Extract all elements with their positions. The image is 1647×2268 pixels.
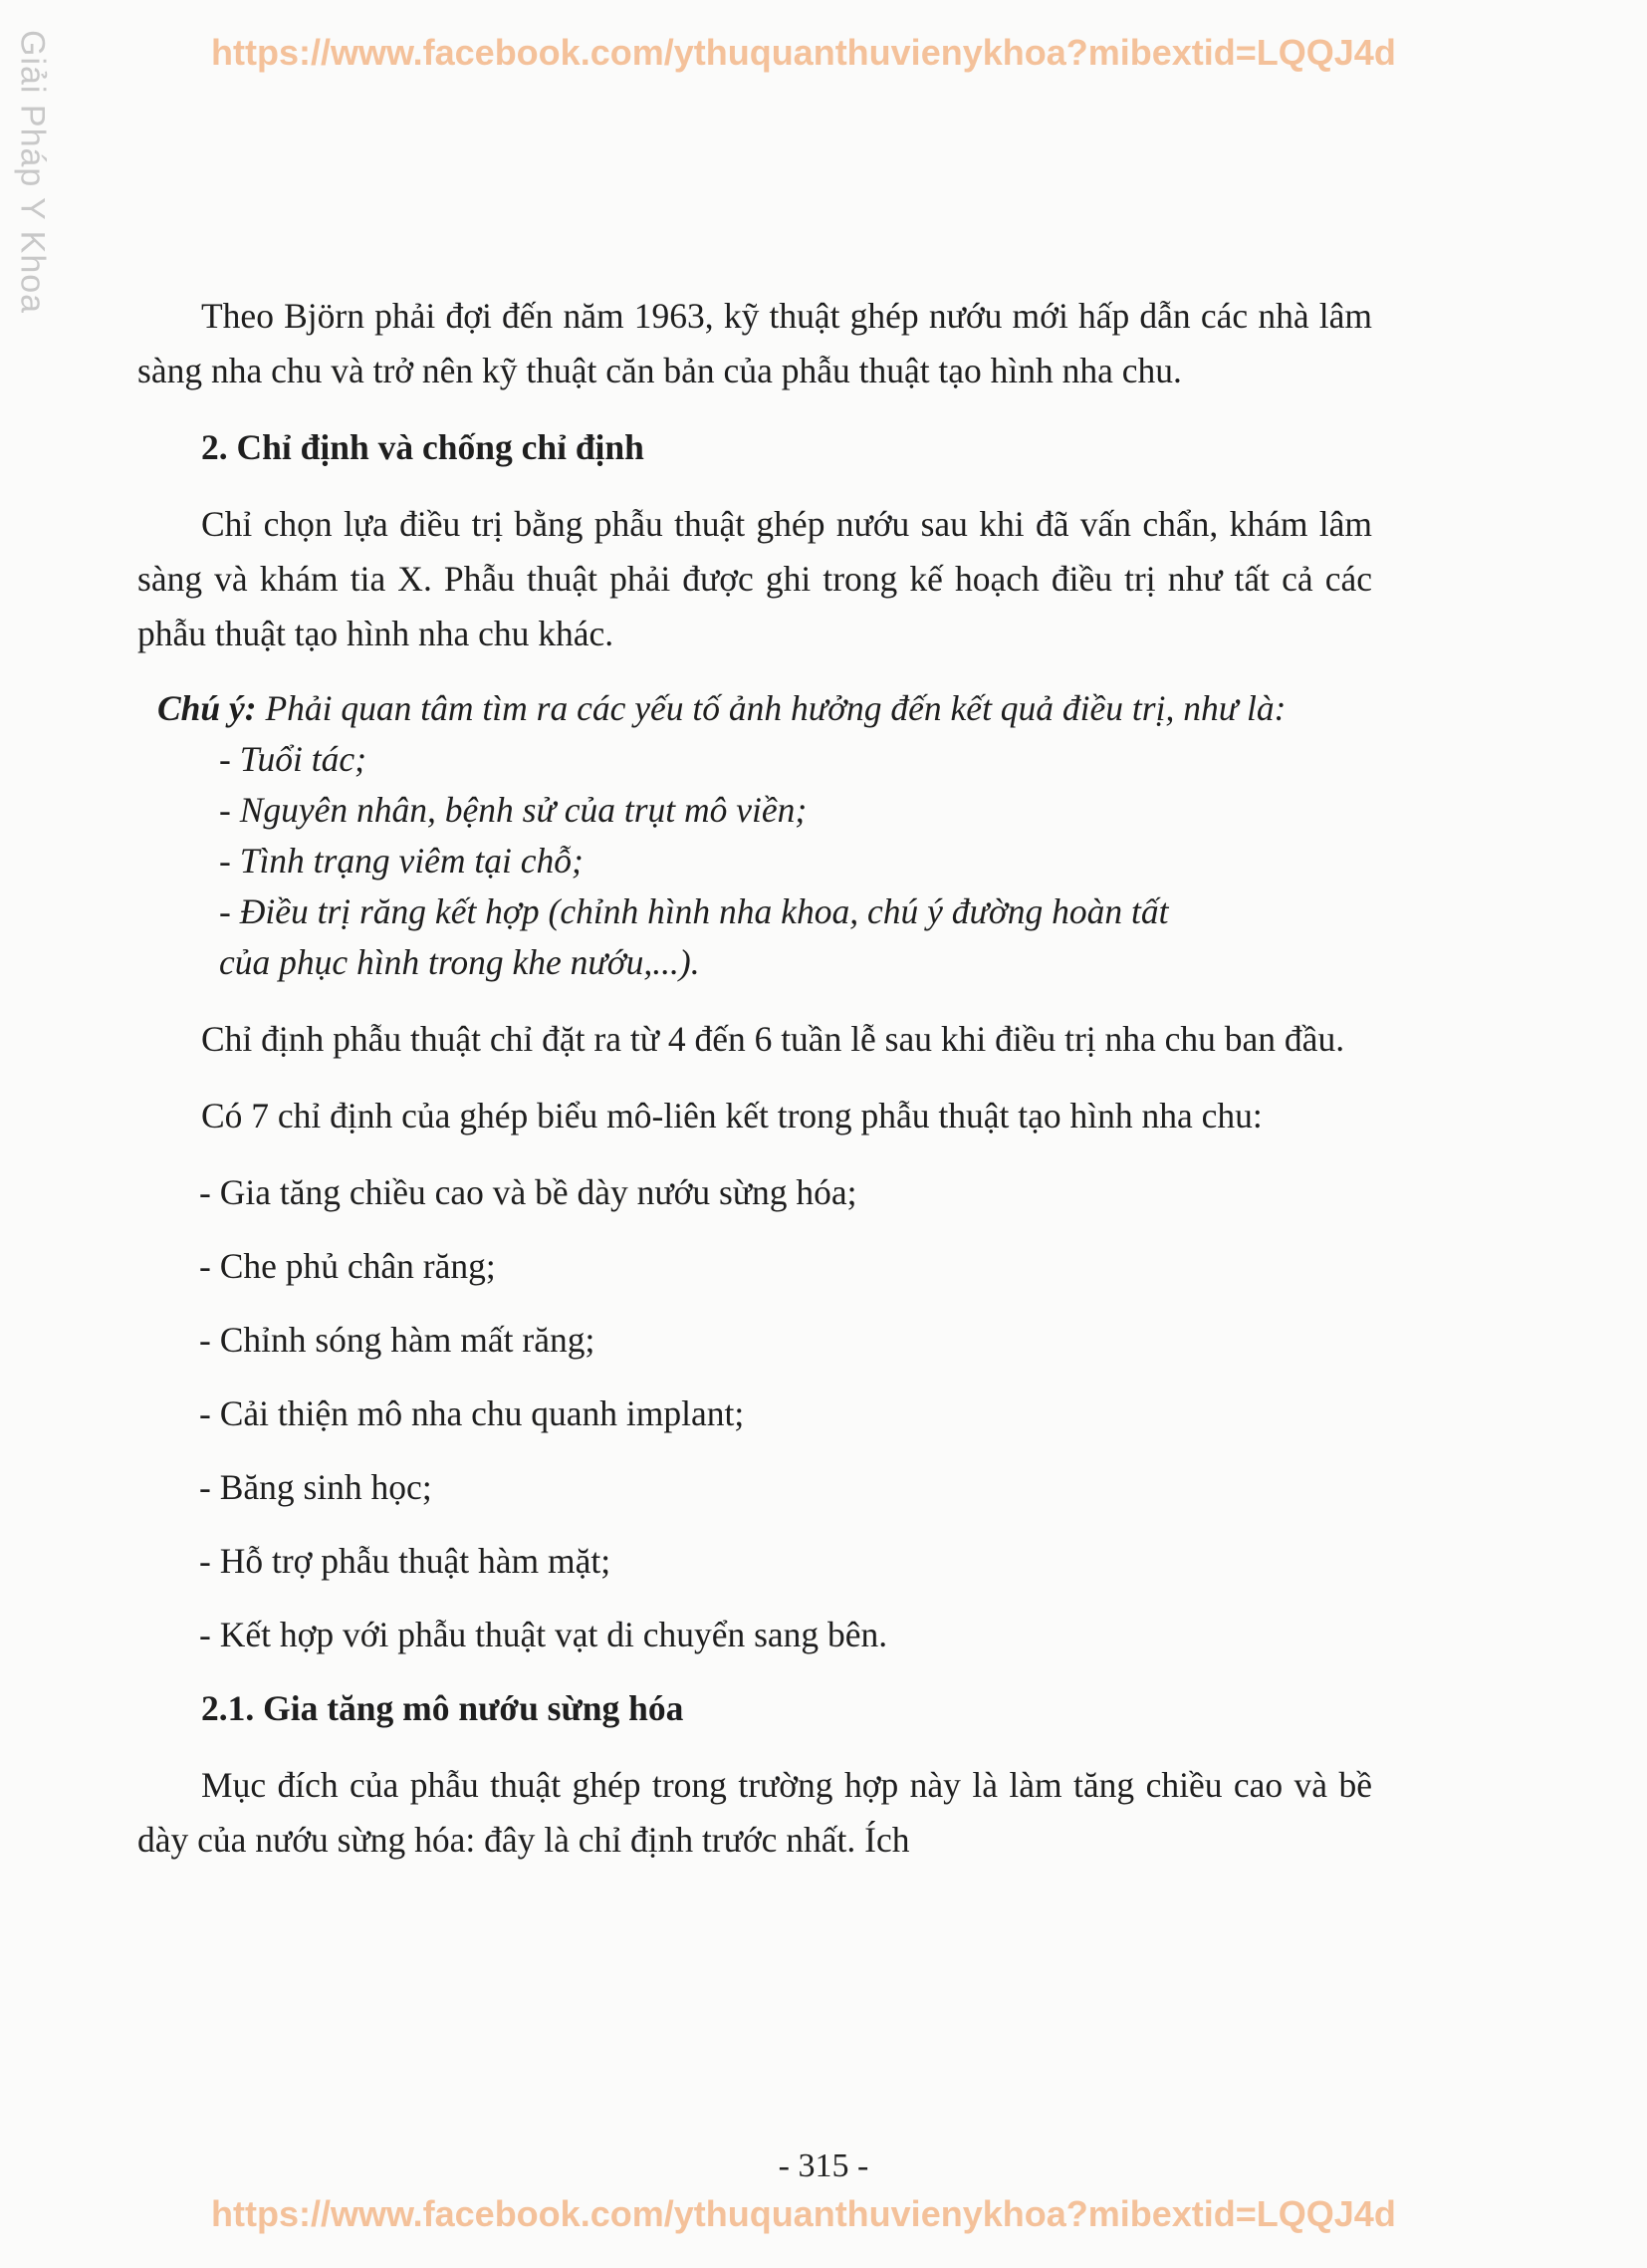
note-item: - Tình trạng viêm tại chỗ; [219, 841, 584, 881]
page-content [137, 289, 1372, 1890]
indication-item: - Cải thiện mô nha chu quanh implant; [199, 1393, 745, 1433]
indication-item: - Chỉnh sóng hàm mất răng; [199, 1320, 595, 1360]
section-2-paragraph-1: Chỉ chọn lựa điều trị bằng phẫu thuật ghép nướu sau khi đã vấn chẩn, khám lâm sàng và khám tia X. Phẫu thuật phải được ghi trong kế hoạch điều trị như tất cả các phẫu thuật tạo hình nha chu khác. [137, 504, 1372, 653]
note-list [157, 734, 1372, 988]
note-intro [157, 683, 1372, 734]
section-2-paragraph-2: Chỉ định phẫu thuật chỉ đặt ra từ 4 đến 6 tuần lễ sau khi điều trị nha chu ban đầu. [201, 1019, 1345, 1059]
note-label: Chú ý: [157, 688, 257, 728]
section-2-1-paragraph: Mục đích của phẫu thuật ghép trong trường hợp này là làm tăng chiều cao và bề dày của nướu sừng hóa: đây là chỉ định trước nhất. Ích [137, 1765, 1372, 1860]
note-block [157, 683, 1372, 988]
note-item-last-line-1: - Điều trị răng kết hợp (chỉnh hình nha khoa, chú ý đường hoàn tất [219, 891, 1169, 931]
watermark-url-bottom: https://www.facebook.com/ythuquanthuvienykhoa?mibextid=LQQJ4d [211, 2193, 1396, 2234]
section-2-heading: 2. Chỉ định và chống chỉ định [201, 427, 644, 467]
note-item: - Nguyên nhân, bệnh sử của trụt mô viền; [219, 790, 808, 830]
side-watermark [8, 30, 56, 329]
watermark-url-top: https://www.facebook.com/ythuquanthuvienykhoa?mibextid=LQQJ4d [211, 32, 1396, 73]
indication-item: - Gia tăng chiều cao và bề dày nướu sừng hóa; [199, 1172, 857, 1212]
note-item-last-line-2: của phục hình trong khe nướu,...). [219, 942, 700, 982]
note-item: - Tuổi tác; [219, 739, 366, 779]
intro-paragraph: Theo Björn phải đợi đến năm 1963, kỹ thuật ghép nướu mới hấp dẫn các nhà lâm sàng nha chu và trở nên kỹ thuật căn bản của phẫu thuật tạo hình nha chu. [137, 296, 1372, 390]
note-item-last [157, 886, 1372, 988]
side-watermark-text: Giải Pháp Y Khoa [13, 30, 52, 315]
indication-item: - Băng sinh học; [199, 1467, 432, 1507]
page-number: - 315 - [778, 2147, 869, 2184]
indications-list [137, 1165, 1372, 1662]
indication-item: - Che phủ chân răng; [199, 1246, 496, 1286]
section-2-1-heading: 2.1. Gia tăng mô nướu sừng hóa [201, 1688, 684, 1728]
indication-item: - Kết hợp với phẫu thuật vạt di chuyển sang bên. [199, 1615, 888, 1654]
indication-item: - Hỗ trợ phẫu thuật hàm mặt; [199, 1541, 611, 1581]
note-text: Phải quan tâm tìm ra các yếu tố ảnh hưởng đến kết quả điều trị, như là: [256, 688, 1287, 728]
section-2-paragraph-3: Có 7 chỉ định của ghép biểu mô-liên kết trong phẫu thuật tạo hình nha chu: [201, 1096, 1263, 1135]
